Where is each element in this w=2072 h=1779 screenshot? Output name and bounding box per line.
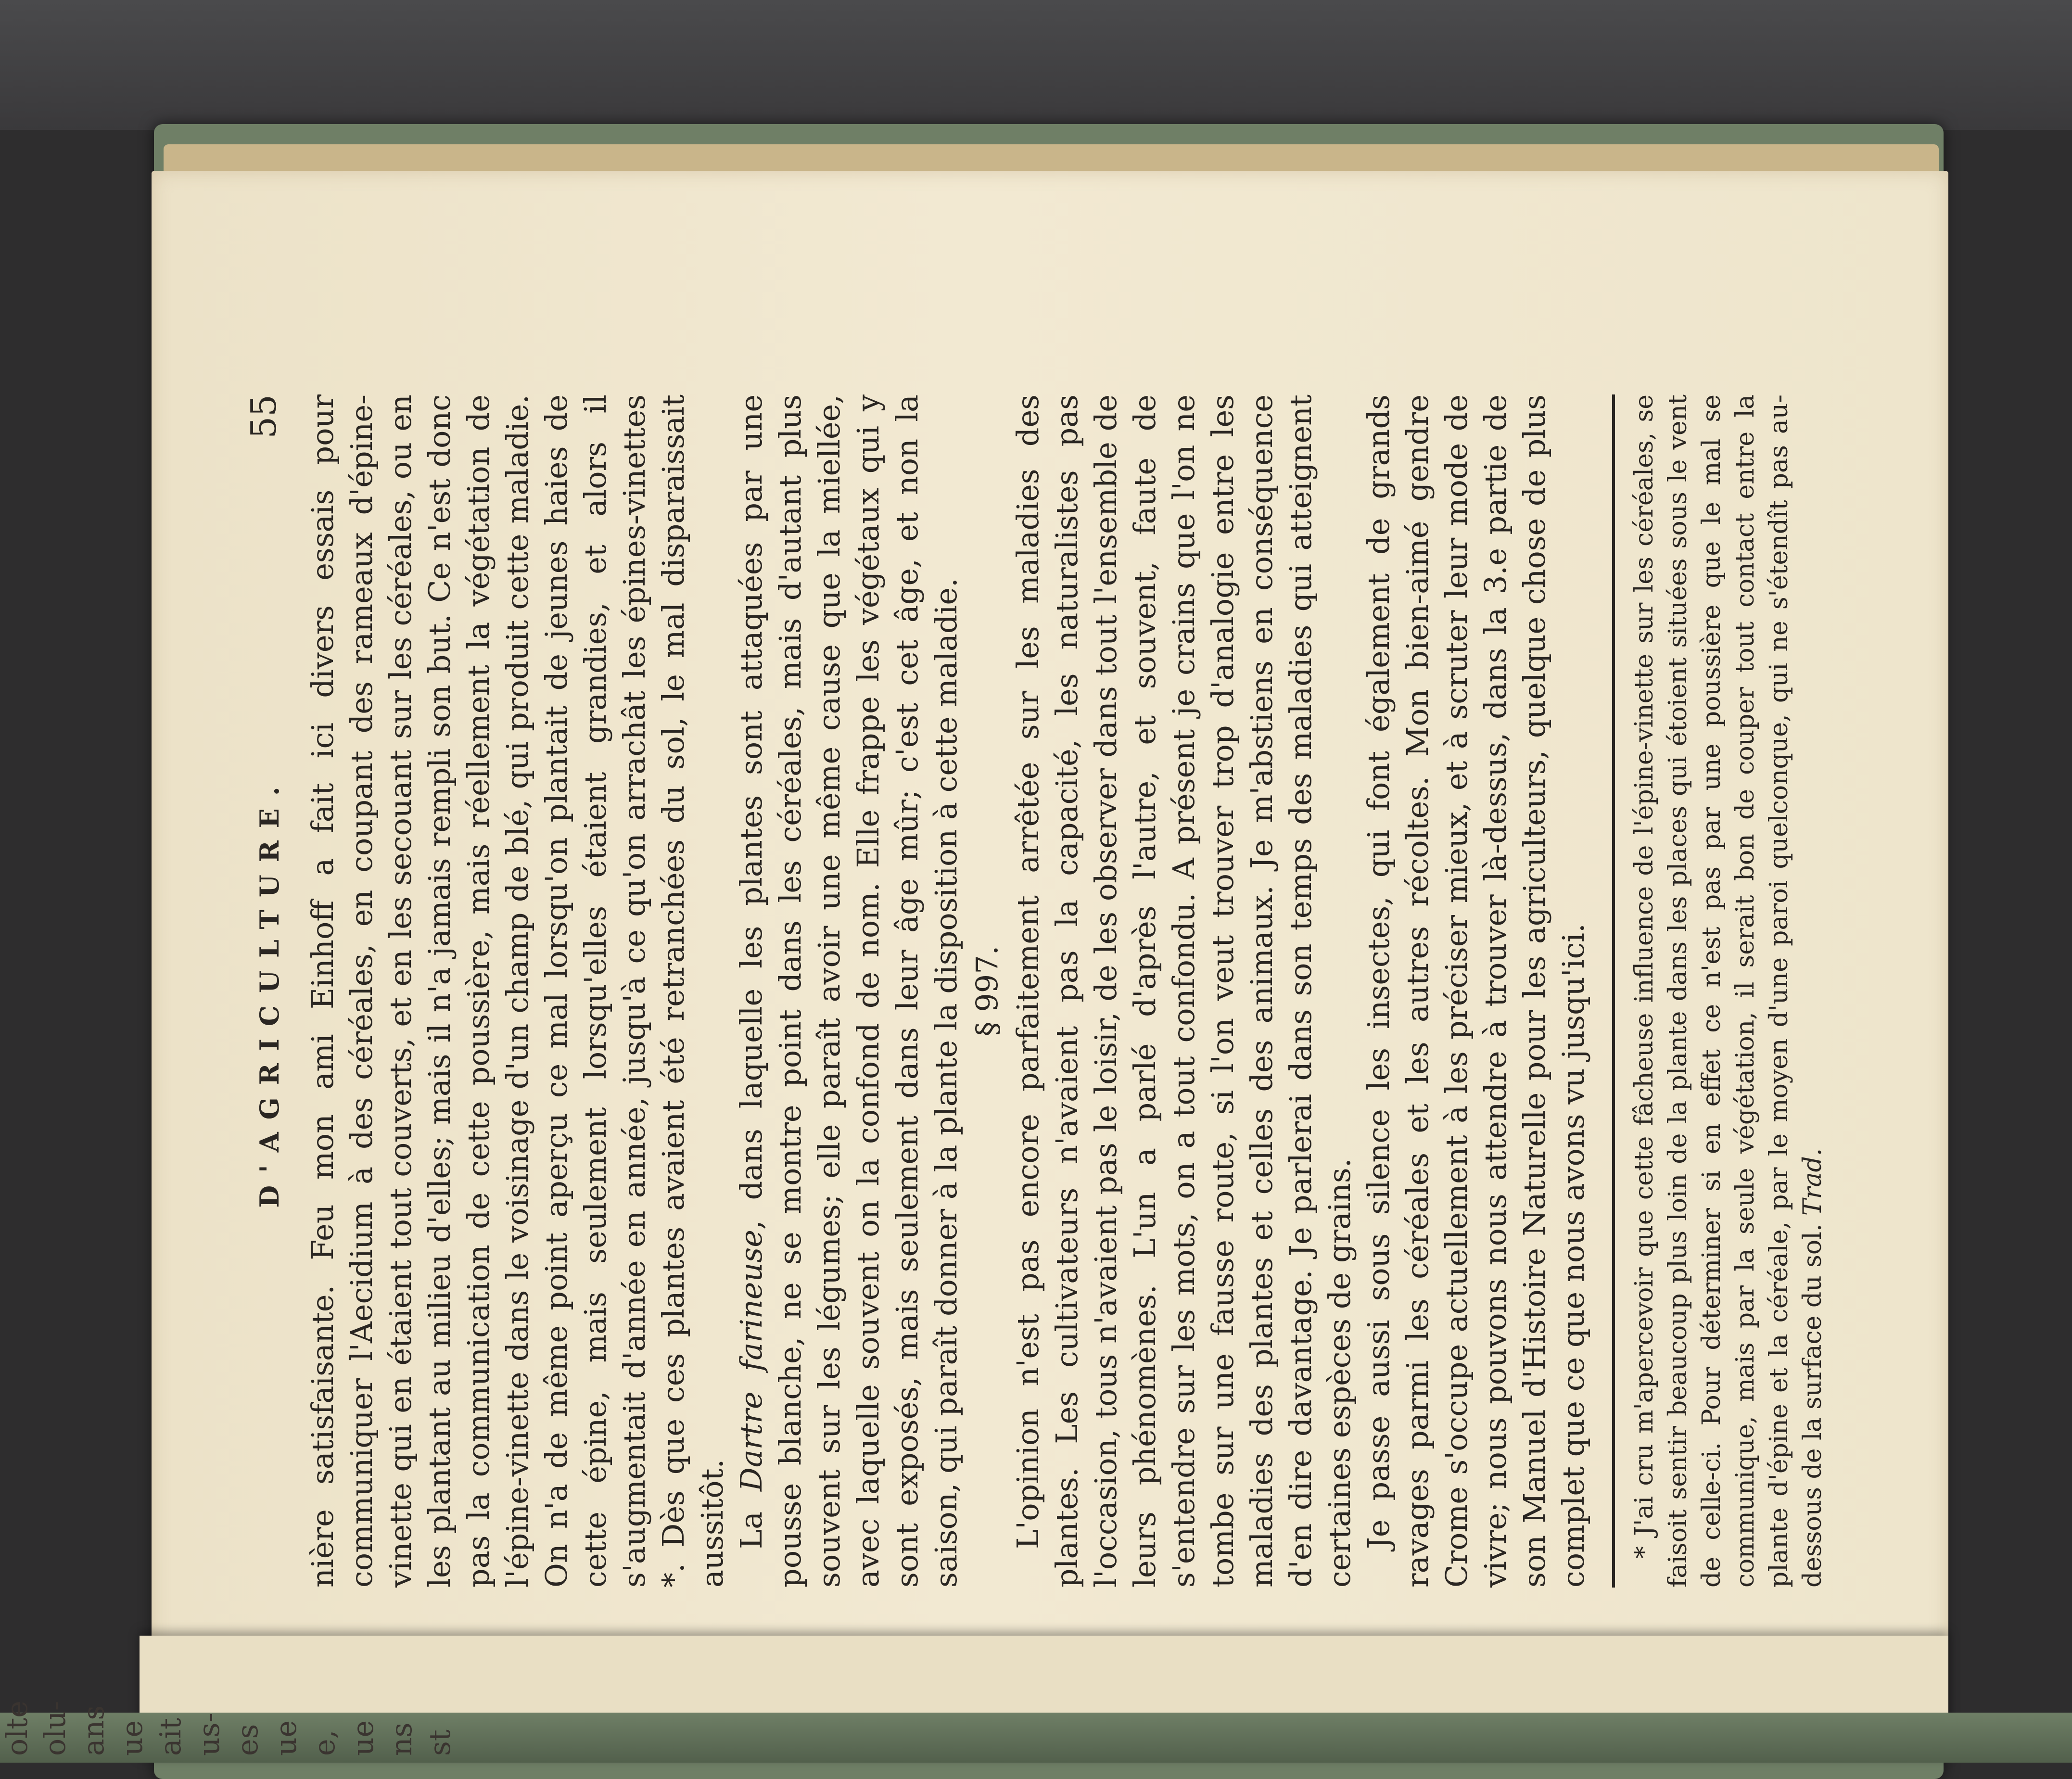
facing-fragment: us- [192, 1713, 226, 1756]
running-head-title: D'AGRICULTURE. [254, 774, 285, 1208]
facing-fragment: e, [308, 1729, 342, 1756]
background-top [0, 0, 2072, 130]
running-head [243, 394, 303, 1588]
facing-fragment: ue [115, 1720, 149, 1756]
facing-page-fragments [0, 1660, 2072, 1763]
facing-fragment: ait [154, 1717, 188, 1756]
paragraph-1: nière satisfaisante. Feu mon ami Einhoff a fait ici divers essais pour communiquer l'Aecidium à des céréales, en coupant des rameaux d'épine-vinette qui en étaient tout couverts, et en les secouant sur les céréales, ou en les plantant au milieu d'elles; mais il n'a jamais rempli son but. Ce n'est donc pas la communication de cette poussière, mais réellement la végétation de l'épine-vinette dans le voisinage d'un champ de blé, qui produit cette maladie. On n'a de même point aperçu ce mal lorsqu'on plantait de jeunes haies de cette épine, mais seulement lorsqu'elles étaient grandies, et alors il s'augmentait d'année en année, jusqu'à ce qu'on arrachât les épines-vinettes *. Dès que ces plantes avaient été retranchées du sol, le mal disparaissait aussitôt. [305, 394, 730, 1588]
facing-fragment: olte [0, 1701, 34, 1756]
paragraph-2 [732, 394, 966, 1588]
section-heading: § 997. [969, 945, 1004, 1037]
facing-fragment: st [423, 1729, 457, 1756]
facing-fragment: olu- [38, 1701, 72, 1756]
paragraph-3: L'opinion n'est pas encore parfaitement arrêtée sur les maladies des plantes. Les cultivateurs n'avaient pas la capacité, les naturalistes pas l'occasion, tous n'avaient pas le loisir, de les observer dans tout l'ensemble de leurs phénomènes. L'un a parlé d'après l'autre, et souvent, faute de s'entendre sur les mots, on a tout confondu. A présent je crains que l'on ne tombe sur une fausse route, si l'on veut trouver trop d'analogie entre les maladies des plantes et celles des animaux. Je m'abstiens en conséquence d'en dire davantage. Je parlerai dans son temps des maladies qui atteignent certaines espèces de grains. [1010, 394, 1357, 1588]
footnote-rule [1612, 394, 1615, 1588]
page-number: 55 [243, 394, 284, 439]
page-text-block [243, 394, 1827, 1588]
paragraph-2-start: La [734, 1491, 769, 1549]
footnote-text: * J'ai cru m'apercevoir que cette fâcheuse influence de l'épine-vinette sur les céréales, se faisoit sentir beaucoup plus loin de la plante dans les places qui étoient situées sous le vent de celle-ci. Pour déterminer si en effet ce n'est pas par une poussière que le mal se communique, mais par la seule végétation, il serait bon de couper tout contact entre la plante d'épine et la céréale, par le moyen d'une paroi quelconque, qui ne s'étendît pas au-dessous de la surface du sol. [1630, 394, 1827, 1588]
facing-fragment: ue [269, 1720, 303, 1756]
facing-fragment: ns [385, 1722, 419, 1756]
footnote-signature: Trad. [1798, 1148, 1827, 1216]
footnote [1627, 394, 1830, 1588]
paragraph-4: Je passe aussi sous silence les insectes, qui font également de grands ravages parmi les céréales et les autres récoltes. Mon bien-aimé gendre Crome s'occupe actuellement à les préciser mieux, et à scruter leur mode de vivre; nous pouvons nous attendre à trouver là-dessus, dans la 3.e partie de son Manuel d'Histoire Naturelle pour les agriculteurs, quelque chose de plus complet que ce que nous avons vu jusqu'ici. [1361, 394, 1591, 1588]
facing-fragment: ue [346, 1720, 380, 1756]
facing-fragment: es [231, 1724, 265, 1756]
paragraph-2-rest: , dans laquelle les plantes sont attaquées par une pousse blanche, ne se montre point dans les céréales, mais d'autant plus souvent sur les légumes; elle paraît avoir une même cause que la miellée, avec laquelle souvent on la confond de nom. Elle frappe les végétaux qui y sont exposés, mais seulement dans leur âge mûr; c'est cet âge, et non la saison, qui paraît donner à la plante la disposition à cette maladie. [734, 394, 964, 1588]
paragraph-2-italic-term: Dartre farineuse [734, 1230, 769, 1491]
facing-fragment: ans [77, 1705, 111, 1756]
